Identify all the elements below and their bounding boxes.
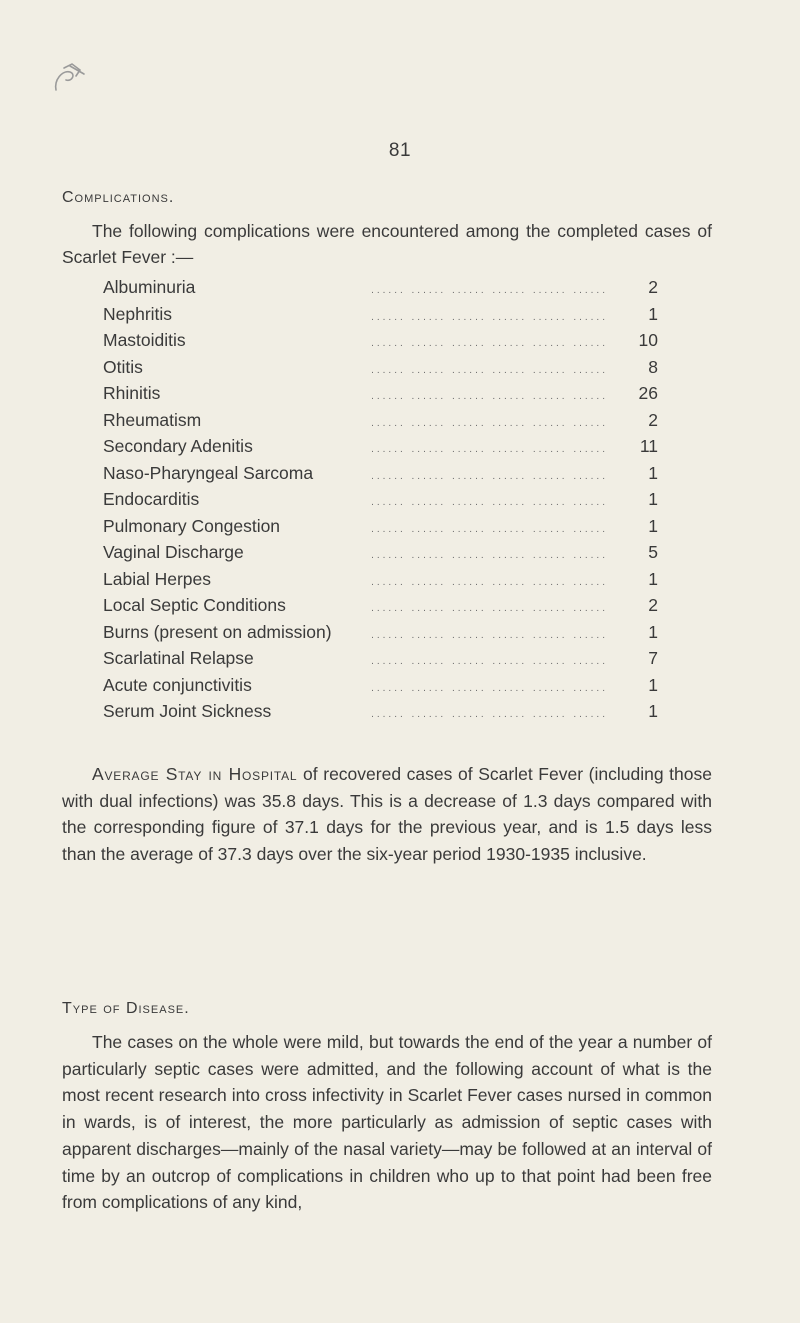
- dot-leader: ...... ...... ...... ...... ...... ......: [371, 497, 608, 508]
- complication-label: Naso-Pharyngeal Sarcoma: [103, 462, 314, 483]
- dot-leader: ...... ...... ...... ...... ...... ......: [371, 285, 608, 296]
- dot-leader: ...... ...... ...... ...... ...... ......: [371, 682, 608, 694]
- complication-count: 1: [648, 674, 658, 695]
- complication-count: 2: [648, 277, 658, 297]
- complication-label: Acute conjunctivitis: [103, 674, 252, 695]
- complications-heading: Complications.: [62, 189, 175, 206]
- complication-row: [103, 357, 658, 384]
- dot-leader: ...... ...... ...... ...... ...... ......: [371, 523, 608, 535]
- complication-row: [103, 304, 658, 331]
- type-of-disease-paragraph: The cases on the whole were mild, but towards the end of the year a number of particularly septic cases were admitted, and the following account of what is the most recent research into cross infectivity in Scarlet Fever cases nursed in common in wards, is of interest, the more particularly as admission of septic cases with apparent discharges—mainly of the nasal variety—may be followed at an interval of time by an outcrop of complications in children who up to that point had been free from complications of any kind,: [62, 1032, 712, 1213]
- complication-count: 5: [648, 542, 658, 562]
- complication-label: Albuminuria: [103, 277, 196, 297]
- dot-leader: ...... ...... ...... ...... ...... ......: [371, 417, 608, 429]
- complication-row: [103, 463, 658, 490]
- complication-label: Nephritis: [103, 303, 173, 324]
- complication-label: Endocarditis: [103, 489, 200, 509]
- complication-count: 7: [648, 648, 658, 668]
- complication-label: Labial Herpes: [103, 568, 211, 589]
- complication-count: 2: [648, 409, 658, 430]
- average-stay-text: of recovered cases of Scarlet Fever (including those with dual infections) was 35.8 days. This is a decrease of 1.3 days compared with the corresponding figure of 37.1 days for the previous year, and is 1.5 days less than the average of 37.3 days over the six-year period 1930-1935 inclusive.: [62, 764, 712, 864]
- complication-row: [103, 595, 658, 622]
- dot-leader: ...... ...... ...... ...... ...... ......: [371, 338, 608, 349]
- complication-count: 1: [648, 303, 658, 324]
- complication-count: 26: [638, 383, 658, 403]
- complication-label: Vaginal Discharge: [103, 542, 244, 562]
- dot-leader: ...... ...... ...... ...... ...... ......: [371, 576, 608, 588]
- dot-leader: ...... ...... ...... ...... ...... ......: [371, 444, 608, 455]
- complication-label: Secondary Adenitis: [103, 436, 253, 456]
- complication-label: Burns (present on admission): [103, 621, 332, 642]
- complication-row: [103, 648, 658, 675]
- complication-count: 1: [648, 462, 658, 483]
- type-of-disease-heading: Type of Disease.: [62, 1000, 190, 1017]
- dot-leader: ...... ...... ...... ...... ...... ......: [371, 656, 608, 667]
- complication-row: [103, 410, 658, 437]
- page-number: 81: [388, 140, 412, 161]
- dot-leader: ...... ...... ...... ...... ...... ......: [371, 629, 608, 641]
- complication-label: Serum Joint Sickness: [103, 701, 272, 721]
- complication-count: 1: [648, 568, 658, 589]
- dot-leader: ...... ...... ...... ...... ...... ......: [371, 550, 608, 561]
- complication-row: [103, 701, 658, 728]
- dot-leader: ...... ...... ...... ...... ...... ......: [371, 364, 608, 376]
- pencil-mark-icon: [50, 60, 90, 96]
- complication-count: 1: [648, 515, 658, 536]
- complication-row: [103, 516, 658, 543]
- average-stay-paragraph: [62, 761, 712, 867]
- complication-row: [103, 622, 658, 649]
- dot-leader: ...... ...... ...... ...... ...... ......: [371, 311, 608, 323]
- dot-leader: ...... ...... ...... ...... ...... ......: [371, 709, 608, 720]
- complication-count: 11: [639, 436, 658, 456]
- complication-label: Otitis: [103, 356, 143, 377]
- dot-leader: ...... ...... ...... ...... ...... ......: [371, 603, 608, 614]
- complication-label: Rheumatism: [103, 409, 202, 430]
- complication-label: Local Septic Conditions: [103, 595, 286, 615]
- dot-leader: ...... ...... ...... ...... ...... ......: [371, 391, 608, 402]
- complication-count: 1: [648, 621, 658, 642]
- dot-leader: ...... ...... ...... ...... ...... ......: [371, 470, 608, 482]
- complication-count: 8: [648, 356, 658, 377]
- complication-label: Pulmonary Congestion: [103, 515, 281, 536]
- complication-row: [103, 277, 658, 304]
- complications-list: [103, 277, 658, 728]
- complication-row: [103, 569, 658, 596]
- complication-label: Mastoiditis: [103, 330, 186, 350]
- complication-row: [103, 383, 658, 410]
- complication-count: 1: [648, 701, 658, 721]
- complication-row: [103, 489, 658, 516]
- complication-label: Rhinitis: [103, 383, 161, 403]
- complication-count: 1: [648, 489, 658, 509]
- complication-row: [103, 675, 658, 702]
- complication-label: Scarlatinal Relapse: [103, 648, 254, 668]
- complication-row: [103, 330, 658, 357]
- complication-row: [103, 542, 658, 569]
- average-stay-lead: Average Stay in Hospital: [92, 764, 298, 784]
- complication-count: 10: [638, 330, 658, 350]
- complications-intro: The following complications were encountered among the completed cases of Scarlet Fever :—: [62, 221, 712, 267]
- complication-count: 2: [648, 595, 658, 615]
- complication-row: [103, 436, 658, 463]
